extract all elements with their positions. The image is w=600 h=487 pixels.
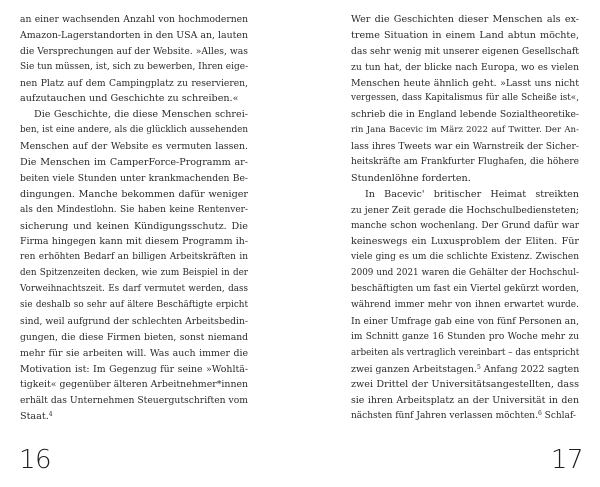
text-line-content: Menschen heute ähnlich geht. »Lasst uns nicht [351,77,579,89]
text-line-content: In einer Umfrage gab eine von fünf Personen an, [351,315,579,327]
text-line-content: als den Mindestlohn. Sie haben keine Rentenver- [20,204,248,215]
text-line [351,187,579,203]
text-line-content: zu jener Zeit gerade die Hochschulbediensteten; [351,204,579,216]
text-line-content: keineswegs ein Luxusproblem der Eliten. Für [351,236,579,248]
text-line-content: viele ging es um die schlichte Existenz. Zwischen [351,252,579,263]
text-line [20,219,248,235]
right-page-text [351,12,579,425]
text-line-content: rin Jana Bacevic im März 2022 auf Twitter. Der An- [351,125,579,136]
text-line [351,234,579,250]
text-line-content: beiten viele Stunden unter krankmachenden Be- [20,172,248,184]
text-line [351,282,579,298]
text-line-content: Die Menschen im CamperForce-Programm ar- [20,157,248,169]
text-line [20,298,248,314]
text-line-content: ren erhöhten Bedarf an billigen Arbeitskräften in [20,252,248,263]
text-line-content: manche schon wochenlang. Der Grund dafür war [351,220,579,231]
text-line-continuation: Schlaf- [541,411,576,422]
text-line [351,107,579,123]
text-line [20,362,248,378]
text-line-content: ben, ist eine andere, als die glücklich aussehenden [20,125,248,136]
text-line [351,139,579,155]
text-line [20,12,248,28]
text-line [351,12,579,28]
text-line-content: dingungen. Manche bekommen dafür weniger [20,188,248,200]
text-line [20,187,248,203]
text-line [20,28,248,44]
text-line-content: den Spitzenzeiten decken, wie zum Beispiel in der [20,268,248,279]
text-line [351,266,579,282]
text-line-content: beschäftigten um fast ein Viertel gekürzt worden, [351,284,579,295]
left-page-number: 16 [19,445,52,475]
text-line [20,282,248,298]
text-line-content: aufzutauchen und Geschichte zu schreiben.« [20,93,239,105]
text-line [351,91,579,107]
footnote-marker[interactable]: 5 [476,363,481,371]
text-line-content: 2009 und 2021 waren die Gehälter der Hochschul- [351,268,579,279]
text-line [20,266,248,282]
footnote-marker[interactable]: 4 [48,411,53,419]
text-line-content: heitskräfte am Frankfurter Flughafen, die höhere [351,157,579,168]
text-line [20,60,248,76]
text-line [351,203,579,219]
text-line [351,377,579,393]
text-line [20,203,248,219]
text-line [351,28,579,44]
text-line-content: nen Platz auf dem Campingplatz zu reservieren, [20,77,248,89]
text-line [20,155,248,171]
footnote-marker[interactable]: 6 [537,410,542,418]
text-line-content: zwei ganzen Arbeitstagen. [351,363,477,375]
text-line-content: Firma hingegen kann mit diesem Programm ih- [20,236,248,248]
text-line-content: das sehr wenig mit unserer eigenen Gesellschaft [351,45,579,57]
text-line [351,362,579,378]
text-line-content: im Schnitt ganze 16 Stunden pro Woche mehr zu [351,331,579,342]
text-line [20,409,248,425]
text-line-content: Motivation ist: Im Gegenzug für seine »Wohltä- [20,363,248,375]
text-line-content: zwei Drittel der Universitätsangestellten, dass [351,379,579,391]
text-line [351,44,579,60]
text-line [351,409,579,425]
text-line [351,171,579,187]
text-line-content: lass ihres Tweets war ein Warnstreik der Sicher- [351,141,579,153]
text-line-content: Sie tun müssen, ist, sich zu bewerben, Ihren eige- [20,61,249,72]
text-line-content: Wer die Geschichten dieser Menschen als ex- [351,14,579,25]
text-line-content: nächsten fünf Jahren verlassen möchten. [351,411,538,422]
text-line-content: Vorweihnachtszeit. Es darf vermutet werden, dass [20,284,248,295]
text-line [351,346,579,362]
text-line-content: tigkeit« gegenüber älteren Arbeitnehmer*innen [20,379,249,391]
text-line-content: erhält das Unternehmen Steuergutschriften vom [20,395,248,407]
text-line-content: vergessen, dass Kapitalismus für alle Scheiße ist«, [351,93,579,104]
text-line-content: während immer mehr von ihnen erwartet wurde. [351,300,579,311]
text-line-content: zu tun hat, der blicke nach Europa, wo es vielen [351,61,579,73]
text-line-content: sind, weil aufgrund der schlechten Arbeitsbedin- [20,315,248,327]
text-line [20,91,248,107]
text-line [20,393,248,409]
text-line [20,377,248,393]
text-line-content: Die Geschichte, die diese Menschen schrei- [34,109,248,121]
text-line-content: schrieb die in England lebende Sozialtheoretike- [351,109,579,121]
text-line [351,123,579,139]
text-line [20,76,248,92]
text-line-content: sicherung und keinen Kündigungsschutz. Die [20,220,248,232]
right-page-number: 17 [550,445,583,475]
text-line [20,123,248,139]
text-line [20,250,248,266]
text-line [20,234,248,250]
text-line [20,171,248,187]
text-line [20,314,248,330]
text-line-content: mehr für sie arbeiten will. Was auch immer die [20,347,248,359]
text-line [20,139,248,155]
text-line-content: Menschen auf der Website es vermuten lassen. [20,141,248,153]
text-line-content: die Versprechungen auf der Website. »Alles, was [20,45,248,57]
text-line [351,330,579,346]
text-line-content: arbeiten als vertraglich vereinbart – das entspricht [351,347,580,358]
text-line [351,76,579,92]
text-line [351,219,579,235]
text-line-continuation: Anfang 2022 sagten [480,363,580,375]
text-line [351,155,579,171]
text-line [20,330,248,346]
text-line [351,298,579,314]
text-line-content: sie deshalb so sehr auf ältere Beschäftigte erpicht [20,300,248,311]
text-line [20,44,248,60]
text-line-content: an einer wachsenden Anzahl von hochmodernen [20,14,248,25]
text-line [351,250,579,266]
text-line-content: Staat. [20,411,49,423]
text-line-content: In Bacevic' britischer Heimat streikten [365,188,579,200]
left-page-text [20,12,248,425]
text-line-content: treme Situation in einem Land abtun möchte, [351,29,579,41]
text-line [351,393,579,409]
right-page [300,0,600,487]
text-line [351,60,579,76]
text-line [351,314,579,330]
text-line [20,346,248,362]
text-line-content: sie ihren Arbeitsplatz an der Universität in den [351,395,579,407]
text-line-content: gungen, die diese Firmen bieten, sonst niemand [20,331,248,343]
text-line-content: Stundenlöhne forderten. [351,172,471,184]
text-line-content: Amazon-Lagerstandorten in den USA an, lauten [20,29,248,41]
text-line [20,107,248,123]
